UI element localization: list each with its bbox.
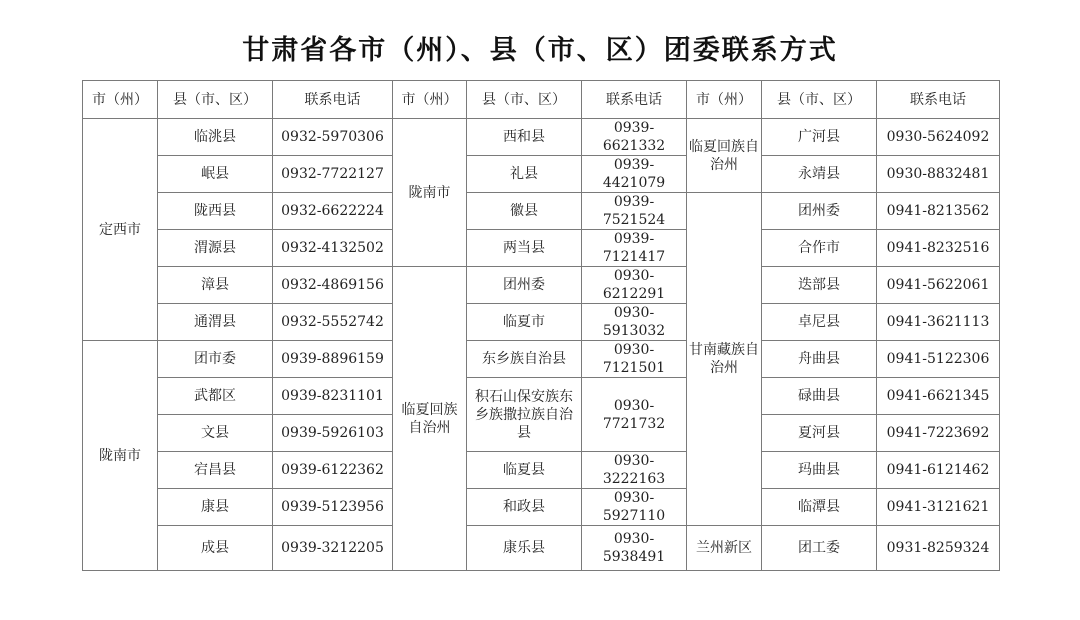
phone-cell: 0941-5122306: [877, 341, 1000, 378]
county-cell: 文县: [158, 415, 273, 452]
phone-cell: 0930-5927110: [582, 489, 687, 526]
table-row: [83, 156, 1000, 193]
city-cell-linxia: 临夏回族自治州: [393, 267, 467, 571]
county-cell: 团州委: [762, 193, 877, 230]
phone-cell: 0939-5926103: [273, 415, 393, 452]
phone-cell: 0939-8231101: [273, 378, 393, 415]
table-row: [83, 526, 1000, 571]
phone-cell: 0939-6621332: [582, 119, 687, 156]
header-county: 县（市、区）: [762, 81, 877, 119]
phone-cell: 0941-7223692: [877, 415, 1000, 452]
phone-cell: 0941-5622061: [877, 267, 1000, 304]
county-cell: 武都区: [158, 378, 273, 415]
county-cell: 临潭县: [762, 489, 877, 526]
county-cell: 东乡族自治县: [467, 341, 582, 378]
header-phone: 联系电话: [582, 81, 687, 119]
county-cell: 两当县: [467, 230, 582, 267]
phone-cell: 0939-3212205: [273, 526, 393, 571]
phone-cell: 0930-8832481: [877, 156, 1000, 193]
phone-cell: 0932-6622224: [273, 193, 393, 230]
phone-cell: 0930-6212291: [582, 267, 687, 304]
phone-cell: 0932-4869156: [273, 267, 393, 304]
header-phone: 联系电话: [273, 81, 393, 119]
city-cell-gannan: 甘南藏族自治州: [687, 193, 762, 526]
phone-cell: 0941-3621113: [877, 304, 1000, 341]
county-cell: 渭源县: [158, 230, 273, 267]
phone-cell: 0931-8259324: [877, 526, 1000, 571]
contact-table: [82, 80, 1000, 571]
county-cell: 团工委: [762, 526, 877, 571]
county-cell: 临夏县: [467, 452, 582, 489]
phone-cell: 0930-5913032: [582, 304, 687, 341]
county-cell: 玛曲县: [762, 452, 877, 489]
header-city: 市（州）: [83, 81, 158, 119]
county-cell: 广河县: [762, 119, 877, 156]
header-county: 县（市、区）: [158, 81, 273, 119]
phone-cell: 0930-5624092: [877, 119, 1000, 156]
county-cell: 夏河县: [762, 415, 877, 452]
header-city: 市（州）: [687, 81, 762, 119]
phone-cell: 0941-8213562: [877, 193, 1000, 230]
county-cell: 岷县: [158, 156, 273, 193]
header-county: 县（市、区）: [467, 81, 582, 119]
county-cell: 团州委: [467, 267, 582, 304]
table-row: [83, 119, 1000, 156]
city-cell-longnan: 陇南市: [83, 341, 158, 571]
county-cell: 迭部县: [762, 267, 877, 304]
county-cell: 西和县: [467, 119, 582, 156]
phone-cell: 0932-4132502: [273, 230, 393, 267]
phone-cell: 0932-5970306: [273, 119, 393, 156]
phone-cell: 0941-3121621: [877, 489, 1000, 526]
county-cell: 陇西县: [158, 193, 273, 230]
phone-cell: 0939-5123956: [273, 489, 393, 526]
table-row: [83, 193, 1000, 230]
city-cell-linxia: 临夏回族自治州: [687, 119, 762, 193]
table-row: [83, 378, 1000, 415]
county-cell: 漳县: [158, 267, 273, 304]
county-cell: 合作市: [762, 230, 877, 267]
phone-cell: 0932-5552742: [273, 304, 393, 341]
page-title: 甘肃省各市（州）、县（市、区）团委联系方式: [242, 35, 838, 66]
county-cell: 徽县: [467, 193, 582, 230]
table-row: [83, 489, 1000, 526]
county-cell: 碌曲县: [762, 378, 877, 415]
county-cell: 临洮县: [158, 119, 273, 156]
county-cell: 积石山保安族东乡族撒拉族自治县: [467, 378, 582, 452]
county-cell: 和政县: [467, 489, 582, 526]
county-cell: 康乐县: [467, 526, 582, 571]
table-row: [83, 341, 1000, 378]
county-cell: 永靖县: [762, 156, 877, 193]
county-cell: 通渭县: [158, 304, 273, 341]
phone-cell: 0930-5938491: [582, 526, 687, 571]
phone-cell: 0930-7121501: [582, 341, 687, 378]
phone-cell: 0939-7521524: [582, 193, 687, 230]
table-row: [83, 304, 1000, 341]
phone-cell: 0941-6121462: [877, 452, 1000, 489]
phone-cell: 0930-3222163: [582, 452, 687, 489]
phone-cell: 0939-8896159: [273, 341, 393, 378]
county-cell: 成县: [158, 526, 273, 571]
phone-cell: 0941-8232516: [877, 230, 1000, 267]
city-cell-lanzhou: 兰州新区: [687, 526, 762, 571]
city-cell-dingxi: 定西市: [83, 119, 158, 341]
phone-cell: 0939-7121417: [582, 230, 687, 267]
table-row: [83, 452, 1000, 489]
header-row: [83, 81, 1000, 119]
county-cell: 舟曲县: [762, 341, 877, 378]
county-cell: 康县: [158, 489, 273, 526]
county-cell: 临夏市: [467, 304, 582, 341]
county-cell: 卓尼县: [762, 304, 877, 341]
county-cell: 团市委: [158, 341, 273, 378]
county-cell: 礼县: [467, 156, 582, 193]
phone-cell: 0932-7722127: [273, 156, 393, 193]
phone-cell: 0939-6122362: [273, 452, 393, 489]
table-row: [83, 267, 1000, 304]
county-cell: 宕昌县: [158, 452, 273, 489]
phone-cell: 0939-4421079: [582, 156, 687, 193]
header-city: 市（州）: [393, 81, 467, 119]
city-cell-longnan: 陇南市: [393, 119, 467, 267]
header-phone: 联系电话: [877, 81, 1000, 119]
phone-cell: 0941-6621345: [877, 378, 1000, 415]
phone-cell: 0930-7721732: [582, 378, 687, 452]
table-row: [83, 230, 1000, 267]
